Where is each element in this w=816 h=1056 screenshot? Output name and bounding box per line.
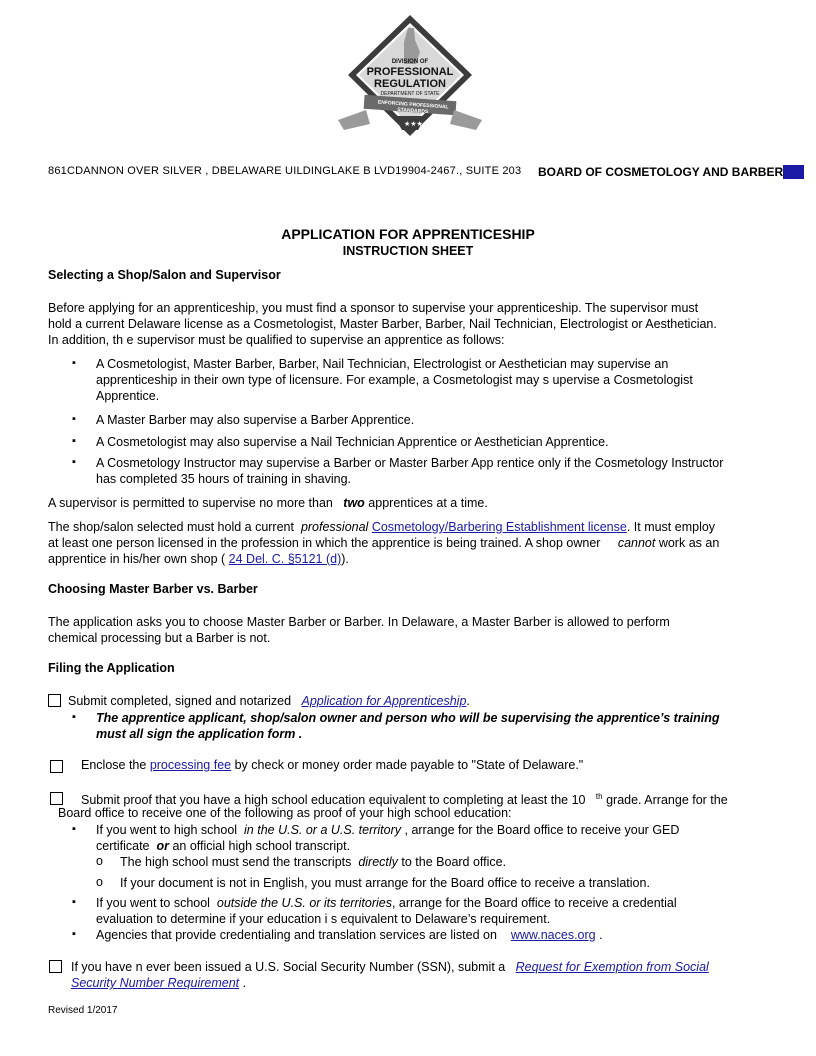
supervisor-rule-1 xyxy=(96,356,693,404)
bullet-icon: ▪ xyxy=(72,456,76,468)
bullet-icon: ▪ xyxy=(72,711,76,723)
ssn-text-end: . xyxy=(242,976,247,990)
intro-line: In addition, th e supervisor must be qualified to supervise an apprentice as follows: xyxy=(48,333,505,347)
svg-text:★★★: ★★★ xyxy=(404,120,423,128)
barber-line: The application asks you to choose Master Barber or Barber. In Delaware, a Master Barber is allowed to perform xyxy=(48,615,670,629)
filing-item-application xyxy=(68,693,470,709)
naces-link[interactable]: www.naces.org xyxy=(510,928,596,942)
shop-cannot: cannot xyxy=(617,536,656,550)
supervisor-rule-4 xyxy=(96,455,723,487)
b2-line2: evaluation to determine if your education i s equivalent to Delaware’s requirement. xyxy=(96,912,551,926)
logo-banner: ENFORCING PROFESSIONAL STANDARDS xyxy=(377,99,449,116)
header-address: 861CDANNON OVER SILVER , DBELAWARE UILDINGLAKE B LVD19904-2467., SUITE 203 xyxy=(48,165,522,177)
bullet-icon: ▪ xyxy=(72,357,76,369)
shop-text-line3b: ). xyxy=(341,552,349,566)
shop-text-line2: at least one person licensed in the profession in which the apprentice is being trained. A shop owner xyxy=(48,536,601,550)
shop-text-line2b: work as an xyxy=(658,536,720,550)
fee-text-end: by check or money order made payable to "State of Delaware." xyxy=(234,758,584,772)
checkbox-application[interactable] xyxy=(48,694,61,707)
barber-line: chemical processing but a Barber is not. xyxy=(48,631,271,645)
list-item-line: A Master Barber may also supervise a Barber Apprentice. xyxy=(96,413,415,427)
b1-text: If you went to high school xyxy=(96,823,238,837)
filing-item-ssn xyxy=(71,959,709,991)
edu-sub-transcript xyxy=(120,854,506,870)
page-title: APPLICATION FOR APPRENTICESHIP xyxy=(281,226,535,242)
ssn-text: If you have n ever been issued a U.S. Social Security Number (SSN), submit a xyxy=(71,960,506,974)
bullet-icon: ▪ xyxy=(72,896,76,908)
b1-line2: certificate xyxy=(96,839,150,853)
section-heading-filing: Filing the Application xyxy=(48,661,175,675)
bullet-icon: ▪ xyxy=(72,413,76,425)
list-item-line: has completed 35 hours of training in shaving. xyxy=(96,472,352,486)
edu-sup: th xyxy=(595,792,603,801)
limit-text: A supervisor is permitted to supervise no more than xyxy=(48,496,333,510)
logo-line2: PROFESSIONAL xyxy=(366,66,454,78)
list-item-line: Apprentice. xyxy=(96,389,160,403)
b1-text-end: , arrange for the Board office to receive your GED xyxy=(404,823,680,837)
section-heading-shop: Selecting a Shop/Salon and Supervisor xyxy=(48,268,281,282)
filing-item-fee xyxy=(81,757,583,773)
intro-paragraph xyxy=(48,300,717,348)
section-heading-barber: Choosing Master Barber vs. Barber xyxy=(48,582,258,596)
checkbox-fee[interactable] xyxy=(50,760,63,773)
limit-number: two xyxy=(343,496,365,510)
edu-bullet-agencies xyxy=(96,927,603,943)
header-board xyxy=(538,165,816,179)
list-item-line: A Cosmetologist, Master Barber, Barber, Nail Technician, Electrologist or Aesthetician may supervise an xyxy=(96,357,669,371)
sub1-emphasis: directly xyxy=(358,855,398,869)
list-item-line: A Cosmetologist may also supervise a Nail Technician Apprentice or Aesthetician Apprentice. xyxy=(96,435,609,449)
supervisor-rule-3 xyxy=(96,434,609,450)
b2-text: If you went to school xyxy=(96,896,210,910)
del-code-link[interactable]: 24 Del. C. §5121 (d) xyxy=(228,552,342,566)
sub-bullet-icon: o xyxy=(96,875,103,889)
b1-line2-end: an official high school transcript. xyxy=(172,839,351,853)
edu-line2: Board office to receive one of the following as proof of your high school education: xyxy=(58,806,512,820)
checkbox-ssn[interactable] xyxy=(49,960,62,973)
shop-text: The shop/salon selected must hold a current xyxy=(48,520,294,534)
list-item-line: apprenticeship in their own type of licensure. For example, a Cosmetologist may s upervise a Cosmetologist xyxy=(96,373,693,387)
barber-paragraph xyxy=(48,614,670,646)
b2-emphasis: outside the U.S. or its territories xyxy=(216,896,392,910)
filing-text: Submit completed, signed and notarized xyxy=(68,694,292,708)
sub1-text-end: to the Board office. xyxy=(401,855,507,869)
fee-text: Enclose the xyxy=(81,758,147,772)
filing-text-end: . xyxy=(466,694,470,708)
edu-bullet-foreign xyxy=(96,895,677,927)
sub-bullet-icon: o xyxy=(96,854,103,868)
division-logo xyxy=(330,12,490,144)
list-item-line: A Cosmetology Instructor may supervise a Barber or Master Barber App rentice only if the Cosmetology Instructor xyxy=(96,456,724,470)
header-board-tail: ING xyxy=(783,165,805,179)
ssn-exemption-link-cont[interactable]: Security Number Requirement xyxy=(71,976,240,990)
page-subtitle: INSTRUCTION SHEET xyxy=(342,244,474,258)
logo-line1: DIVISION OF xyxy=(391,59,429,65)
b3-text-end: . xyxy=(599,928,603,942)
bullet-icon: ▪ xyxy=(72,823,76,835)
shop-emphasis: professional xyxy=(300,520,369,534)
b1-or: or xyxy=(156,839,169,853)
note-line: The apprentice applicant, shop/salon owner and person who will be supervising the apprentice’s training xyxy=(96,711,720,725)
intro-line: Before applying for an apprenticeship, you must find a sponsor to supervise your apprenticeship. The supervisor must xyxy=(48,301,699,315)
checkbox-education[interactable] xyxy=(50,792,63,805)
signature-note xyxy=(96,710,720,742)
bullet-icon: ▪ xyxy=(72,435,76,447)
logo-line3: REGULATION xyxy=(374,78,446,90)
b1-emphasis: in the U.S. or a U.S. territory xyxy=(244,823,402,837)
logo-line4: DEPARTMENT OF STATE xyxy=(380,91,440,97)
revised-date: Revised 1/2017 xyxy=(48,1005,118,1016)
edu-sub-translation: If your document is not in English, you must arrange for the Board office to receive a translation. xyxy=(120,876,650,890)
limit-text-end: apprentices at a time. xyxy=(368,496,488,510)
intro-line: hold a current Delaware license as a Cosmetologist, Master Barber, Barber, Nail Technician, Electrologist or Aesthetician. xyxy=(48,317,717,331)
sub1-text: The high school must send the transcripts xyxy=(120,855,352,869)
edu-text: Submit proof that you have a high school education equivalent to completing at least the 10 xyxy=(81,793,586,808)
b2-text-end: , arrange for the Board office to receive a credential xyxy=(391,896,677,910)
shop-text-line3: apprentice in his/her own shop ( xyxy=(48,552,226,566)
header-board-name: BOARD OF COSMETOLOGY AND BARBER xyxy=(538,165,784,179)
bullet-icon: ▪ xyxy=(72,928,76,940)
note-line: must all sign the application form . xyxy=(96,727,303,741)
ssn-exemption-link[interactable]: Request for Exemption from Social xyxy=(515,960,709,974)
supervisor-rule-2 xyxy=(96,412,414,428)
shop-text-end: . It must employ xyxy=(626,520,716,534)
edu-text-b: grade. Arrange for the xyxy=(606,793,728,808)
application-link[interactable]: Application for Apprenticeship xyxy=(301,694,467,708)
edu-bullet-us xyxy=(96,822,679,854)
b3-text: Agencies that provide credentialing and translation services are listed on xyxy=(96,928,497,942)
processing-fee-link[interactable]: processing fee xyxy=(149,758,232,772)
establishment-license-link[interactable]: Cosmetology/Barbering Establishment license xyxy=(371,520,627,534)
supervisor-limit xyxy=(48,495,488,511)
shop-paragraph xyxy=(48,519,719,567)
